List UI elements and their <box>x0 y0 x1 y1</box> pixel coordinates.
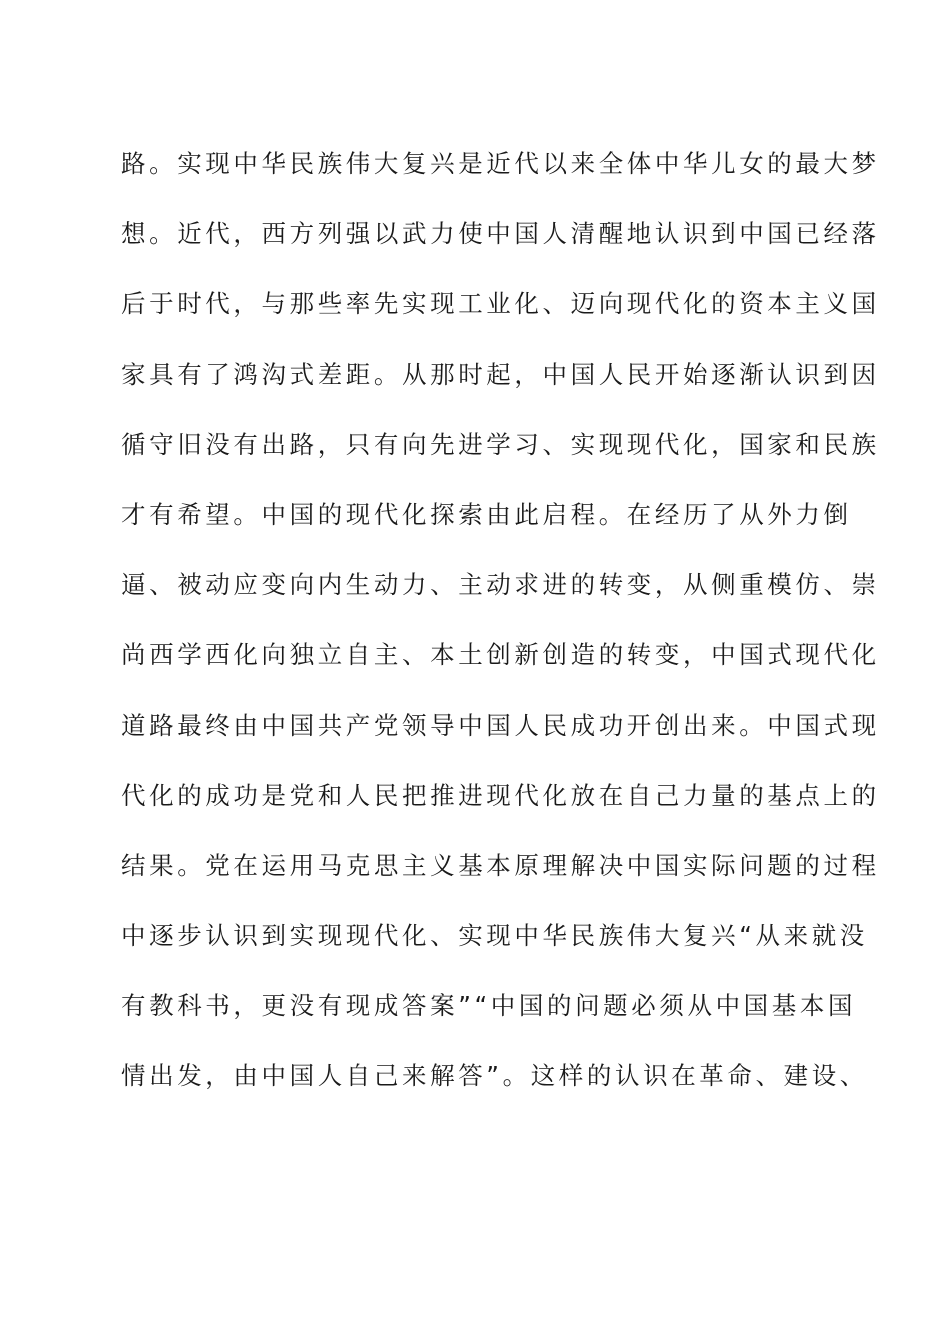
text-line: 有教科书，更没有现成答案”“中国的问题必须从中国基本国 <box>121 991 857 1021</box>
text-line: 代化的成功是党和人民把推进现代化放在自己力量的基点上的 <box>121 780 880 810</box>
body-paragraph <box>121 142 880 1125</box>
text-line: 情出发，由中国人自己来解答”。这样的认识在革命、建设、 <box>121 1061 868 1091</box>
text-line: 逼、被动应变向内生动力、主动求进的转变，从侧重模仿、崇 <box>121 570 880 600</box>
text-line: 结果。党在运用马克思主义基本原理解决中国实际问题的过程 <box>121 850 880 880</box>
text-line: 想。近代，西方列强以武力使中国人清醒地认识到中国已经落 <box>121 219 880 249</box>
text-line: 家具有了鸿沟式差距。从那时起，中国人民开始逐渐认识到因 <box>121 359 880 389</box>
text-line: 才有希望。中国的现代化探索由此启程。在经历了从外力倒 <box>121 499 852 529</box>
text-line: 循守旧没有出路，只有向先进学习、实现现代化，国家和民族 <box>121 429 880 459</box>
text-line: 道路最终由中国共产党领导中国人民成功开创出来。中国式现 <box>121 710 880 740</box>
text-line: 路。实现中华民族伟大复兴是近代以来全体中华儿女的最大梦 <box>121 149 880 178</box>
text-line: 尚西学西化向独立自主、本土创新创造的转变，中国式现代化 <box>121 640 880 670</box>
text-line: 中逐步认识到实现现代化、实现中华民族伟大复兴“从来就没 <box>121 921 868 951</box>
text-line: 后于时代，与那些率先实现工业化、迈向现代化的资本主义国 <box>121 289 880 319</box>
